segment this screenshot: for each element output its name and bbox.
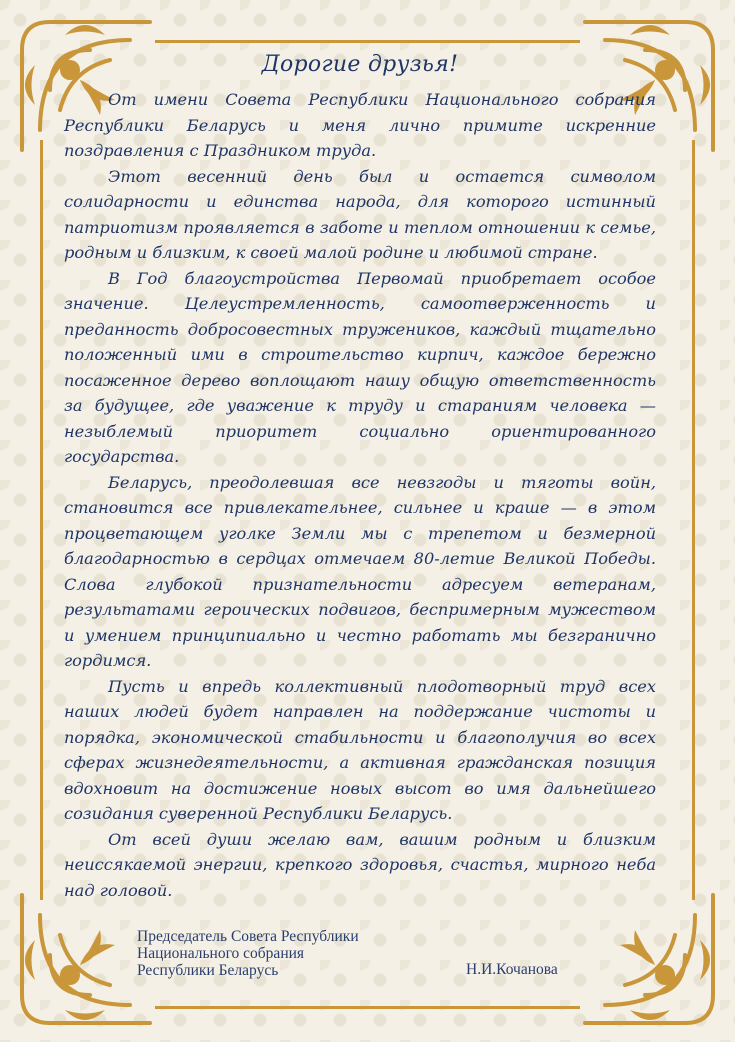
corner-ornament-bottom-right — [575, 885, 725, 1035]
frame-left-line — [40, 140, 43, 900]
signature-position-line: Республики Беларусь — [137, 962, 279, 979]
frame-top-line — [155, 40, 580, 43]
signature-name: Н.И.Кочанова — [466, 961, 558, 978]
frame-right-line — [692, 140, 695, 900]
letter-paragraph: В Год благоустройства Первомай приобретает особое значение. Целеустремленность, самоотверженность и преданность добросовестных тружеников, каждый тщательно положенный ими в строительство кирпич, каждое бережно посаженное дерево воплощают нашу общую ответственность за будущее, где уважение к труду и стараниям человека — незыблемый приоритет социально ориентированного государства. — [64, 268, 656, 466]
letter-greeting: Дорогие друзья! — [261, 52, 459, 77]
letter-paragraph: Этот весенний день был и остается символом солидарности и единства народа, для которого истинный патриотизм проявляется в заботе и теплом отношении к семье, родным и близким, к своей малой родине и любимой стране. — [64, 166, 656, 262]
letter-paragraph: От всей души желаю вам, вашим родным и близким неиссякаемой энергии, крепкого здоровья, счастья, мирного неба над головой. — [64, 829, 656, 900]
signature-position-line: Председатель Совета Республики — [137, 928, 359, 945]
frame-bottom-line — [155, 1006, 580, 1009]
letter-body — [64, 52, 656, 903]
letter-paragraph: Беларусь, преодолевшая все невзгоды и тяготы войн, становится все привлекательнее, сильнее и краше — в этом процветающем уголке Земли мы с трепетом и безмерной благодарностью в сердцах отмечаем 80-летие Великой Победы. Слова глубокой признательности адресуем ветеранам, результатами героических подвигов, беспримерным мужеством и умением принципиально и честно работать мы безгранично гордимся. — [64, 472, 656, 670]
letter-paragraph: От имени Совета Республики Национального собрания Республики Беларусь и меня лично примите искренние поздравления с Праздником труда. — [64, 90, 656, 160]
signature-position-line: Национального собрания — [137, 945, 305, 962]
letter-paragraph: Пусть и впредь коллективный плодотворный труд всех наших людей будет направлен на поддержание чистоты и порядка, экономической стабильности и благополучия во всех сферах жизнедеятельности, а активная гражданская позиция вдохновит на достижение новых высот во имя дальнейшего созидания суверенной Республики Беларусь. — [64, 676, 656, 823]
